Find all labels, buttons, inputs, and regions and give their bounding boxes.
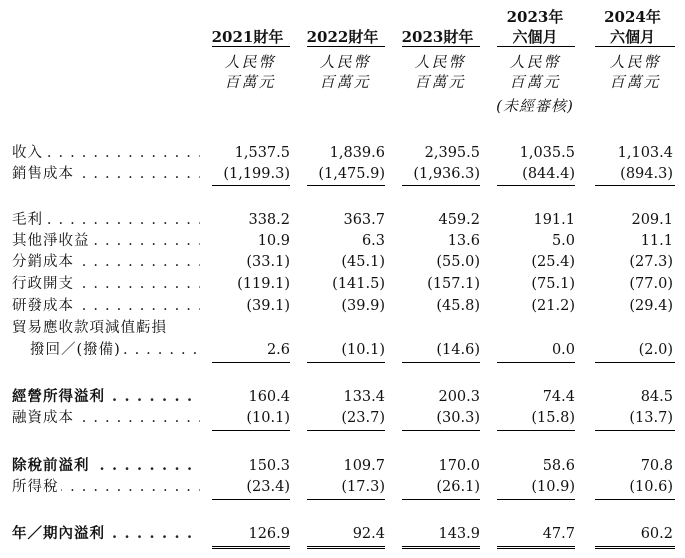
cell-value: 143.9 bbox=[438, 526, 480, 542]
subtotal-rule bbox=[307, 430, 385, 431]
row-label-text: 其他淨收益 bbox=[12, 233, 90, 249]
header-line: 2024年 bbox=[604, 8, 661, 26]
table-row bbox=[0, 252, 685, 272]
cell-value: (10.9) bbox=[531, 479, 575, 495]
cell-value: 2,395.5 bbox=[424, 145, 480, 161]
subtotal-rule bbox=[497, 185, 575, 186]
row-label bbox=[12, 164, 200, 184]
cell-value: 1,839.6 bbox=[329, 145, 385, 161]
header-rule bbox=[307, 46, 385, 47]
row-label bbox=[12, 231, 200, 251]
unit-line: 百萬元 bbox=[509, 73, 561, 91]
subtotal-rule bbox=[497, 362, 575, 363]
table-row bbox=[0, 524, 685, 544]
cell-value: (14.6) bbox=[436, 342, 480, 358]
cell-value: 60.2 bbox=[640, 526, 673, 542]
column-header-fy2023 bbox=[395, 28, 480, 46]
cell-value: (55.0) bbox=[436, 254, 480, 270]
column-units bbox=[300, 52, 390, 92]
subtotal-rule bbox=[595, 499, 675, 500]
cell-value: (10.1) bbox=[246, 410, 290, 426]
column-units bbox=[590, 52, 680, 92]
cell-value: (45.8) bbox=[436, 298, 480, 314]
total-double-rule bbox=[595, 546, 675, 549]
cell-value: (25.4) bbox=[531, 254, 575, 270]
row-label bbox=[12, 252, 200, 272]
table-row bbox=[0, 408, 685, 428]
row-label-text: 所得稅 bbox=[12, 479, 59, 495]
cell-value: (39.1) bbox=[246, 298, 290, 314]
subtotal-rule bbox=[307, 185, 385, 186]
header-rule bbox=[595, 46, 675, 47]
cell-value: 363.7 bbox=[343, 212, 385, 228]
subtotal-rule bbox=[402, 430, 480, 431]
cell-value: (894.3) bbox=[620, 166, 673, 182]
subtotal-rule bbox=[212, 430, 290, 431]
header-line: 2023年 bbox=[506, 8, 564, 26]
unit-line: 人民幣 bbox=[319, 53, 371, 71]
subtotal-rule bbox=[212, 499, 290, 500]
cell-value: (1,936.3) bbox=[413, 166, 480, 182]
table-row bbox=[0, 210, 685, 230]
cell-value: 13.6 bbox=[447, 233, 480, 249]
table-row bbox=[0, 387, 685, 407]
cell-value: (17.3) bbox=[341, 479, 385, 495]
table-row bbox=[0, 340, 685, 360]
row-label-text: 收入 bbox=[12, 145, 43, 161]
column-units bbox=[480, 52, 590, 116]
cell-value: 5.0 bbox=[551, 233, 575, 249]
cell-value: (15.8) bbox=[531, 410, 575, 426]
subtotal-rule bbox=[402, 185, 480, 186]
cell-value: 6.3 bbox=[361, 233, 385, 249]
total-double-rule bbox=[212, 546, 290, 549]
cell-value: 191.1 bbox=[533, 212, 575, 228]
cell-value: (10.6) bbox=[629, 479, 673, 495]
row-label bbox=[30, 340, 200, 360]
unit-line: 人民幣 bbox=[609, 53, 661, 71]
cell-value: (77.0) bbox=[629, 276, 673, 292]
table-row bbox=[0, 231, 685, 251]
cell-value: 209.1 bbox=[631, 212, 673, 228]
column-header-6m2024 bbox=[590, 8, 675, 46]
cell-value: 70.8 bbox=[640, 458, 673, 474]
subtotal-rule bbox=[402, 499, 480, 500]
cell-value: (75.1) bbox=[531, 276, 575, 292]
header-rule bbox=[497, 46, 575, 47]
cell-value: (10.1) bbox=[341, 342, 385, 358]
header-line: 2022財年 bbox=[306, 28, 379, 46]
cell-value: (26.1) bbox=[436, 479, 480, 495]
header-line: 2023財年 bbox=[401, 28, 474, 46]
row-label-text: 行政開支 bbox=[12, 276, 74, 292]
subtotal-rule bbox=[497, 430, 575, 431]
cell-value: (29.4) bbox=[629, 298, 673, 314]
header-line: 六個月 bbox=[512, 28, 558, 46]
cell-value: (33.1) bbox=[246, 254, 290, 270]
cell-value: (45.1) bbox=[341, 254, 385, 270]
table-row bbox=[0, 164, 685, 184]
cell-value: 160.4 bbox=[248, 389, 290, 405]
subtotal-rule bbox=[497, 499, 575, 500]
column-units bbox=[395, 52, 485, 92]
cell-value: 133.4 bbox=[343, 389, 385, 405]
cell-value: 74.4 bbox=[542, 389, 575, 405]
cell-value: 11.1 bbox=[640, 233, 673, 249]
row-label-text: 研發成本 bbox=[12, 298, 74, 314]
unit-line: 人民幣 bbox=[509, 53, 561, 71]
cell-value: 84.5 bbox=[640, 389, 673, 405]
row-label bbox=[12, 456, 200, 476]
row-label bbox=[12, 296, 200, 316]
row-label-text: 撥回／(撥備) bbox=[30, 342, 121, 358]
table-row bbox=[0, 296, 685, 316]
cell-value: 92.4 bbox=[352, 526, 385, 542]
header-rule bbox=[402, 46, 480, 47]
subtotal-rule bbox=[402, 362, 480, 363]
cell-value: 1,537.5 bbox=[234, 145, 290, 161]
row-label bbox=[12, 524, 200, 544]
cell-value: (1,475.9) bbox=[318, 166, 385, 182]
row-label bbox=[12, 477, 200, 497]
column-units bbox=[205, 52, 295, 92]
row-label-text: 除稅前溢利 bbox=[12, 457, 90, 474]
unit-line: 人民幣 bbox=[414, 53, 466, 71]
cell-value: (844.4) bbox=[522, 166, 575, 182]
row-label-text: 貿易應收款項減值虧損 bbox=[12, 320, 167, 336]
subtotal-rule bbox=[595, 362, 675, 363]
unit-line: 百萬元 bbox=[319, 73, 371, 91]
header-line: 2021財年 bbox=[211, 28, 284, 46]
cell-value: 126.9 bbox=[248, 526, 290, 542]
cell-value: 200.3 bbox=[438, 389, 480, 405]
row-label-text: 年／期內溢利 bbox=[12, 525, 105, 542]
unit-line: 人民幣 bbox=[224, 53, 276, 71]
row-label-text: 分銷成本 bbox=[12, 254, 74, 270]
header-line: 六個月 bbox=[609, 28, 655, 46]
column-header-6m2023 bbox=[490, 8, 580, 46]
cell-value: 10.9 bbox=[257, 233, 290, 249]
column-header-fy2021 bbox=[205, 28, 290, 46]
cell-value: (1,199.3) bbox=[223, 166, 290, 182]
cell-value: (141.5) bbox=[332, 276, 385, 292]
row-label bbox=[12, 318, 232, 338]
cell-value: 1,035.5 bbox=[519, 145, 575, 161]
unit-line: 百萬元 bbox=[609, 73, 661, 91]
cell-value: 170.0 bbox=[438, 458, 480, 474]
cell-value: (13.7) bbox=[629, 410, 673, 426]
unaudited-note: (未經審核) bbox=[496, 97, 574, 115]
row-label-text: 融資成本 bbox=[12, 410, 74, 426]
subtotal-rule bbox=[307, 499, 385, 500]
cell-value: (27.3) bbox=[629, 254, 673, 270]
cell-value: (21.2) bbox=[531, 298, 575, 314]
column-header-fy2022 bbox=[300, 28, 385, 46]
row-label bbox=[12, 143, 200, 163]
subtotal-rule bbox=[212, 185, 290, 186]
row-label-text: 經營所得溢利 bbox=[12, 388, 105, 405]
row-label bbox=[12, 210, 200, 230]
table-row bbox=[0, 274, 685, 294]
cell-value: 0.0 bbox=[551, 342, 575, 358]
cell-value: (119.1) bbox=[237, 276, 290, 292]
total-double-rule bbox=[497, 546, 575, 549]
cell-value: (23.4) bbox=[246, 479, 290, 495]
row-label-text: 銷售成本 bbox=[12, 166, 74, 182]
row-label bbox=[12, 274, 200, 294]
row-label bbox=[12, 387, 200, 407]
unit-line: 百萬元 bbox=[414, 73, 466, 91]
cell-value: 109.7 bbox=[343, 458, 385, 474]
cell-value: 150.3 bbox=[248, 458, 290, 474]
cell-value: (23.7) bbox=[341, 410, 385, 426]
unit-line: 百萬元 bbox=[224, 73, 276, 91]
cell-value: (30.3) bbox=[436, 410, 480, 426]
cell-value: 1,103.4 bbox=[617, 145, 673, 161]
cell-value: (2.0) bbox=[638, 342, 673, 358]
total-double-rule bbox=[402, 546, 480, 549]
cell-value: 2.6 bbox=[266, 342, 290, 358]
table-row bbox=[0, 477, 685, 497]
row-label-text: 毛利 bbox=[12, 212, 43, 228]
table-row bbox=[0, 318, 685, 338]
cell-value: 459.2 bbox=[438, 212, 480, 228]
cell-value: 338.2 bbox=[248, 212, 290, 228]
table-row bbox=[0, 143, 685, 163]
row-label bbox=[12, 408, 200, 428]
subtotal-rule bbox=[595, 430, 675, 431]
table-row bbox=[0, 456, 685, 476]
cell-value: (157.1) bbox=[427, 276, 480, 292]
subtotal-rule bbox=[307, 362, 385, 363]
cell-value: 47.7 bbox=[542, 526, 575, 542]
cell-value: 58.6 bbox=[542, 458, 575, 474]
cell-value: (39.9) bbox=[341, 298, 385, 314]
total-double-rule bbox=[307, 546, 385, 549]
subtotal-rule bbox=[212, 362, 290, 363]
subtotal-rule bbox=[595, 185, 675, 186]
header-rule bbox=[212, 46, 290, 47]
